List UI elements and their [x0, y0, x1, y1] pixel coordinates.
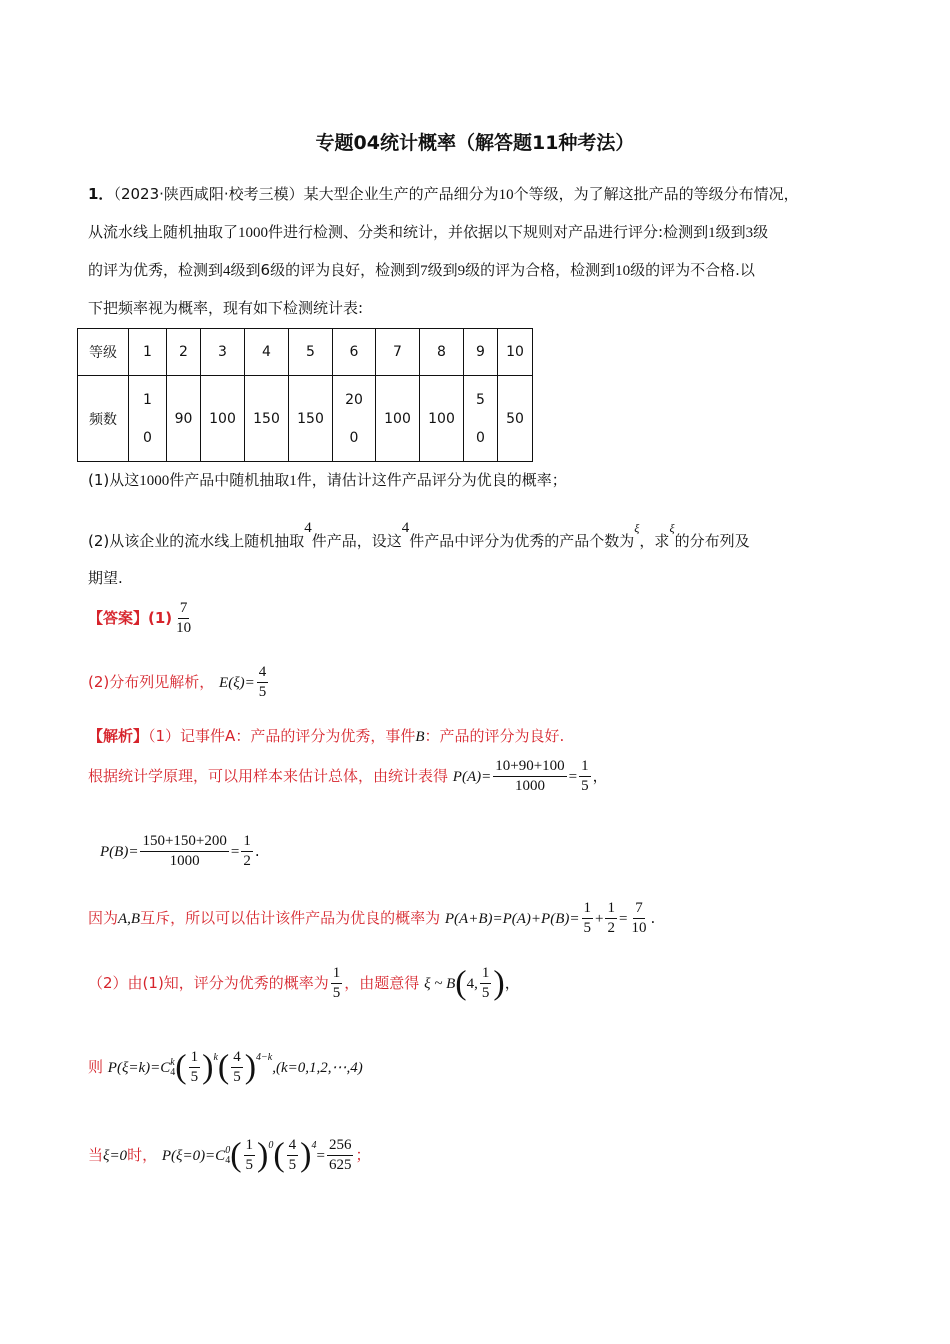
- text: 件产品中随机抽取: [169, 471, 290, 489]
- text: P(ξ=k)=C: [107, 1060, 171, 1076]
- paren-left: (: [230, 1136, 242, 1174]
- denominator: 5: [481, 985, 490, 1001]
- sub-question-2-cont: 期望.: [88, 569, 123, 587]
- table-cell: 150: [289, 376, 333, 462]
- question-source: （2023·陕西咸阳·校考三模）: [113, 185, 304, 203]
- formula-pmf: [107, 1048, 363, 1086]
- text: 级的评为合格，检测到: [465, 261, 616, 279]
- text: +: [595, 911, 604, 927]
- analysis-line-5: [88, 1048, 363, 1086]
- text: ,(k=0,1,2,⋯,4): [272, 1060, 363, 1076]
- numerator: 1: [331, 965, 343, 984]
- cell-line: 0: [349, 429, 359, 446]
- table-cell: 8: [420, 329, 464, 376]
- text: 某大型企业生产的产品细分为: [303, 185, 499, 203]
- denominator: 5: [233, 1069, 241, 1085]
- text: ，: [504, 974, 520, 992]
- num: 4: [401, 520, 410, 536]
- fraction: [174, 600, 193, 637]
- text: (2)分布列见解析，: [88, 673, 215, 691]
- text: 4,: [466, 976, 478, 992]
- text: ξ ~ B: [424, 976, 456, 992]
- formula-sum: [444, 900, 656, 936]
- text: 的分布列及: [674, 532, 750, 550]
- num: 3: [745, 225, 754, 241]
- denominator: 625: [328, 1157, 352, 1173]
- table-cell: [333, 376, 376, 462]
- fraction: [231, 1049, 243, 1086]
- num: 10: [615, 263, 631, 279]
- table-cell: 1: [129, 329, 167, 376]
- table-cell: 4: [245, 329, 289, 376]
- cell-line: 5: [476, 391, 485, 408]
- text: 根据统计学原理，可以用样本来估计总体，由统计表得: [88, 767, 449, 785]
- table-cell: 150: [245, 376, 289, 462]
- answer-tag: 【答案】: [88, 609, 149, 627]
- formula-pb: [100, 833, 260, 870]
- text: 当: [88, 1146, 104, 1164]
- text: 级: [753, 223, 769, 241]
- fraction: [244, 1137, 256, 1174]
- analysis-tag: 【解析】: [88, 727, 149, 745]
- paren-left: (: [273, 1136, 285, 1174]
- text: (1): [148, 609, 173, 627]
- denominator: 5: [258, 684, 267, 700]
- paren-right: ): [202, 1048, 214, 1086]
- text: .: [254, 842, 260, 860]
- denominator: 5: [583, 920, 591, 936]
- text: 互斥，所以可以估计该件产品为优良的概率为: [140, 909, 441, 927]
- table-cell: 9: [464, 329, 498, 376]
- text: ξ=0: [103, 1148, 128, 1164]
- num: 1: [289, 473, 297, 489]
- text: k: [213, 1052, 218, 1063]
- text: 件产品中评分为优秀的产品个数为: [409, 532, 635, 550]
- text: (ξ)=: [228, 675, 255, 691]
- cell-line: 1: [143, 391, 152, 408]
- text: 0: [225, 1144, 231, 1156]
- text: 级到: [715, 223, 746, 241]
- num: 4: [223, 263, 231, 279]
- numerator: 1: [480, 965, 492, 984]
- question-line-2: [88, 222, 768, 243]
- text: 的评为优秀，检测到: [88, 261, 224, 279]
- numerator: 4: [257, 664, 269, 683]
- sub-question-2: [88, 518, 750, 551]
- text: 级的评为良好，检测到: [270, 261, 421, 279]
- text: P(A)=: [452, 769, 492, 785]
- page-title: 专题04统计概率（解答题11种考法）: [315, 132, 635, 154]
- numerator: 256: [327, 1137, 354, 1156]
- paren-left: (: [455, 964, 467, 1002]
- cell-line: 0: [476, 429, 485, 446]
- text: 因为: [88, 909, 119, 927]
- denominator: 1000: [169, 853, 200, 869]
- table-row-frequency: [78, 376, 533, 462]
- text: ，由题意得: [344, 974, 420, 992]
- answer-2: [88, 664, 270, 701]
- fraction: [579, 758, 591, 795]
- table-cell: 100: [376, 376, 420, 462]
- numerator: 1: [189, 1049, 201, 1068]
- paren-left: (: [217, 1048, 230, 1086]
- num: 1000: [238, 225, 269, 241]
- analysis-line-3: [88, 900, 655, 937]
- fraction: [629, 900, 648, 937]
- table-cell: 90: [167, 376, 201, 462]
- paren-right: ): [244, 1048, 257, 1086]
- text: 级到: [230, 261, 261, 279]
- text: B: [415, 729, 425, 745]
- table-cell: 50: [498, 376, 533, 462]
- text: 级到: [427, 261, 458, 279]
- denominator: 2: [607, 920, 615, 936]
- numerator: 1: [241, 833, 253, 852]
- table-row-grades: [78, 329, 533, 376]
- numerator: 10+90+100: [493, 758, 566, 777]
- text: ：产品的评分为良好.: [424, 727, 565, 745]
- text: E: [219, 675, 229, 691]
- text: 个等级，为了解这批产品的等级分布情况，: [513, 185, 799, 203]
- formula-p0: [161, 1136, 371, 1174]
- text: P(A+B)=P(A)+P(B)=: [444, 911, 580, 927]
- text: 4: [170, 1066, 176, 1078]
- fraction: [493, 758, 566, 795]
- denominator: 5: [190, 1069, 199, 1085]
- numerator: 150+150+200: [140, 833, 228, 852]
- text: 件，请估计这件产品评分为优良的概率；: [296, 471, 567, 489]
- text: 件进行检测、分类和统计，并依据以下规则对产品进行评分:检测到: [268, 223, 709, 241]
- num: 10: [498, 187, 514, 203]
- fraction: [287, 1137, 299, 1174]
- numerator: 1: [244, 1137, 256, 1156]
- denominator: 5: [288, 1157, 297, 1173]
- xi-symbol: ξ: [669, 521, 675, 535]
- analysis-line-4: [88, 965, 520, 1002]
- question-line-1: [88, 184, 799, 205]
- table-cell-label: 频数: [78, 376, 129, 462]
- paren-left: (: [175, 1048, 187, 1086]
- text: 从流水线上随机抽取了: [88, 223, 239, 241]
- text: ，: [592, 767, 608, 785]
- text: 级的评为不合格.以: [630, 261, 755, 279]
- paren-right: ): [257, 1136, 269, 1174]
- question-line-3: [88, 260, 755, 281]
- fraction: [582, 900, 594, 937]
- numerator: 1: [582, 900, 594, 919]
- denominator: 5: [581, 778, 589, 794]
- fraction: [480, 965, 492, 1002]
- sub-question-1: [88, 470, 567, 491]
- table-cell: 10: [498, 329, 533, 376]
- expectation: [219, 664, 270, 700]
- numerator: 4: [287, 1137, 299, 1156]
- numerator: 1: [579, 758, 591, 777]
- answer-1: [88, 600, 195, 637]
- text: （2）由(1)知，评分为优秀的概率为: [88, 974, 329, 992]
- text: (1)从这: [88, 471, 140, 489]
- fraction: [257, 664, 269, 701]
- text: 0: [268, 1140, 274, 1151]
- text: A,B: [118, 911, 141, 927]
- table-cell: 7: [376, 329, 420, 376]
- num: 1000: [139, 473, 170, 489]
- analysis-line-2: [88, 758, 608, 795]
- fraction: [241, 833, 253, 870]
- table-cell-label: 等级: [78, 329, 129, 376]
- denominator: 1000: [514, 778, 545, 794]
- num: 4: [304, 520, 312, 536]
- question-number: 1．: [88, 185, 114, 203]
- numerator: 7: [178, 600, 190, 619]
- statistics-table: [77, 328, 533, 462]
- text: =: [618, 911, 628, 927]
- table-cell: 6: [333, 329, 376, 376]
- table-cell: 5: [289, 329, 333, 376]
- num: 7: [420, 263, 428, 279]
- text: 4: [225, 1154, 231, 1166]
- denominator: 10: [631, 920, 647, 936]
- denominator: 5: [332, 985, 341, 1001]
- text: P(B)=: [100, 844, 139, 860]
- text: 4: [311, 1140, 317, 1151]
- question-line-4: 下把频率视为概率，现有如下检测统计表:: [88, 299, 364, 317]
- fraction: [327, 1137, 354, 1174]
- text: P(ξ=0)=C: [161, 1148, 226, 1164]
- numerator: 4: [231, 1049, 243, 1068]
- table-cell: 3: [201, 329, 245, 376]
- cell-line: 0: [143, 429, 152, 446]
- num: 6: [260, 261, 271, 279]
- analysis-line-1: [88, 726, 564, 747]
- table-cell: 100: [420, 376, 464, 462]
- numerator: 1: [605, 900, 617, 919]
- fraction: [189, 1049, 201, 1086]
- text: k: [170, 1056, 175, 1068]
- fraction: [140, 833, 228, 870]
- text: .: [650, 909, 656, 927]
- xi-symbol: ξ: [634, 521, 640, 535]
- denominator: 2: [243, 853, 251, 869]
- text: =: [316, 1148, 325, 1164]
- paren-right: ): [493, 964, 505, 1002]
- denominator: 5: [245, 1157, 254, 1173]
- cell-line: 20: [345, 391, 363, 408]
- table-cell: 2: [167, 329, 201, 376]
- denominator: 10: [176, 620, 192, 636]
- text: 件产品，设这: [311, 532, 402, 550]
- paren-right: ): [300, 1136, 312, 1174]
- text: ，求: [639, 532, 670, 550]
- table-cell: [464, 376, 498, 462]
- formula-binomial: [424, 964, 520, 1002]
- text: ；: [355, 1146, 371, 1164]
- text: （1）记事件A：产品的评分为优秀，事件: [148, 727, 416, 745]
- table-cell: 100: [201, 376, 245, 462]
- fraction: [331, 965, 343, 1002]
- num: 9: [457, 263, 466, 279]
- text: 4−k: [256, 1052, 273, 1063]
- text: =: [230, 844, 240, 860]
- analysis-line-6: [88, 1136, 370, 1174]
- formula-pa: [452, 758, 608, 794]
- numerator: 7: [633, 900, 645, 919]
- table-cell: [129, 376, 167, 462]
- text: (2)从该企业的流水线上随机抽取: [88, 532, 305, 550]
- fraction: [605, 900, 617, 937]
- text: 则: [88, 1058, 104, 1076]
- text: 时，: [127, 1146, 158, 1164]
- num: 1: [708, 225, 716, 241]
- text: =: [568, 769, 578, 785]
